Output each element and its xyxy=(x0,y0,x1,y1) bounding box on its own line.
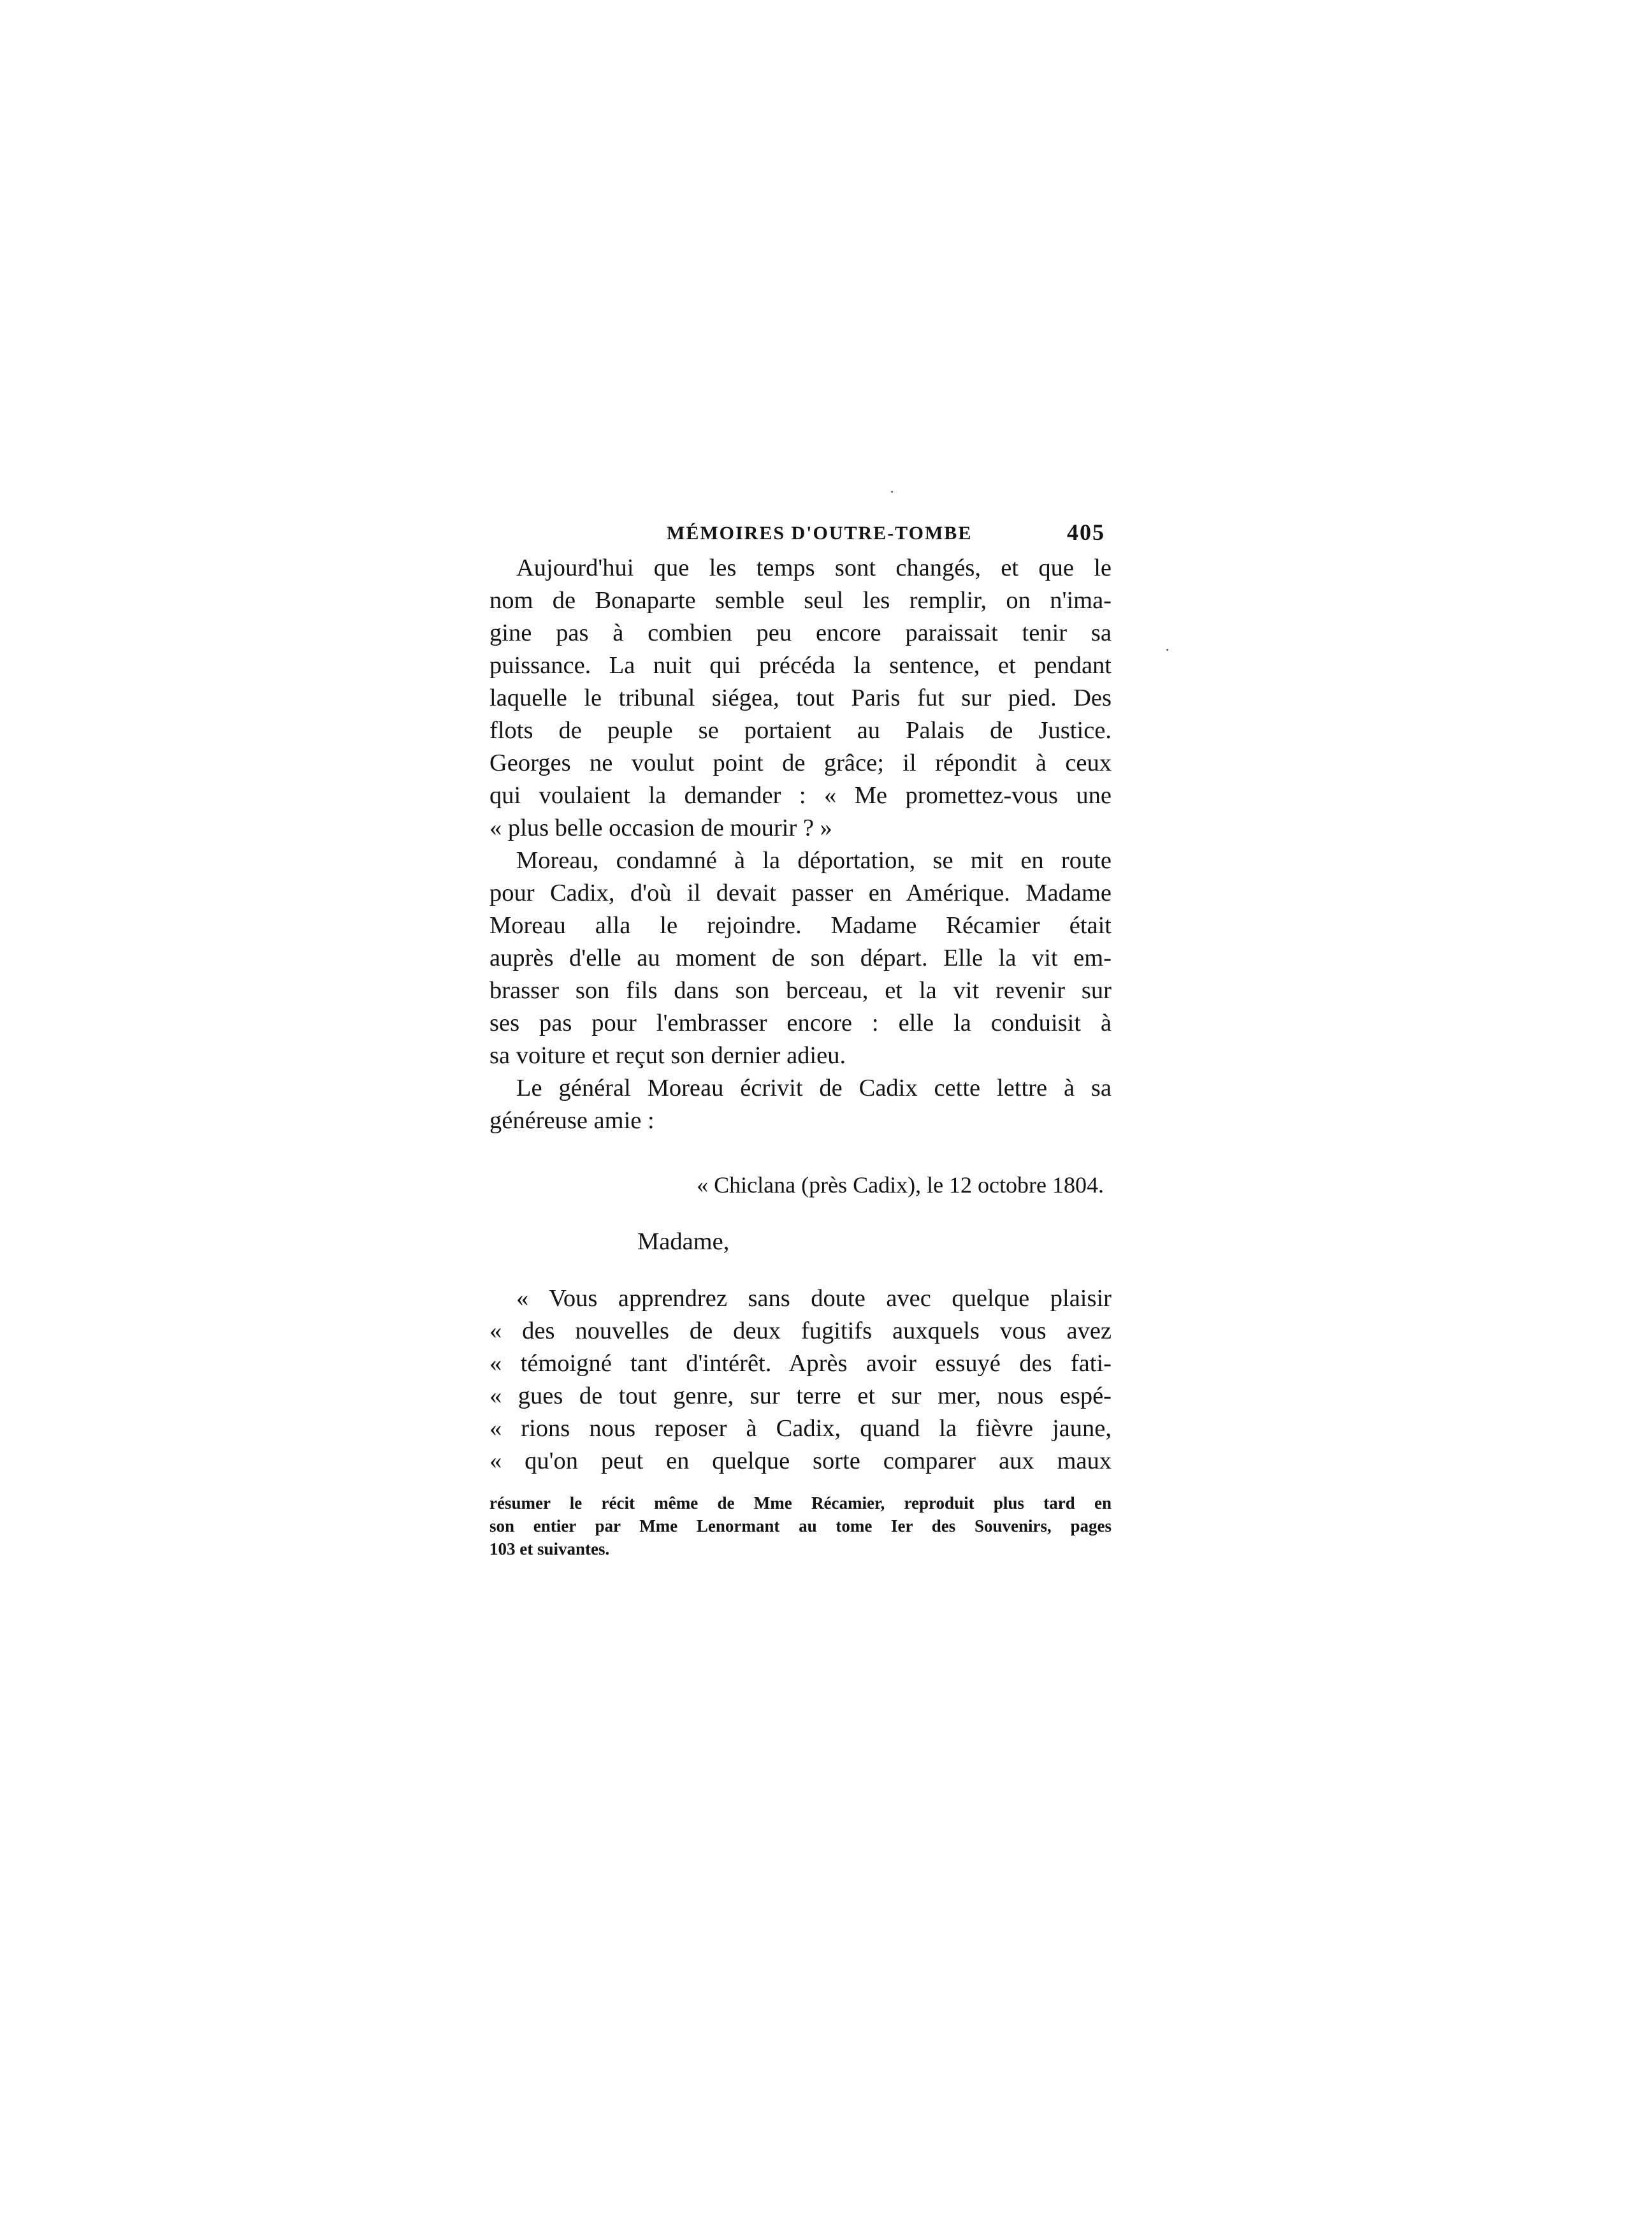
text-line: Moreau alla le rejoindre. Madame Récamier était xyxy=(489,912,1112,939)
paragraph-1 xyxy=(489,552,1112,845)
text-line: puissance. La nuit qui précéda la sentence, et pendant xyxy=(489,652,1112,679)
letter-line: « rions nous reposer à Cadix, quand la fièvre jaune, xyxy=(489,1415,1112,1442)
text-line: « plus belle occasion de mourir ? » xyxy=(489,815,832,841)
text-line: nom de Bonaparte semble seul les remplir, on n'ima- xyxy=(489,587,1112,614)
footnote-line: résumer le récit même de Mme Récamier, reproduit plus tard en xyxy=(489,1493,1112,1513)
text-line: auprès d'elle au moment de son départ. Elle la vit em- xyxy=(489,945,1112,971)
footnote-line: 103 et suivantes. xyxy=(489,1539,610,1558)
letter-salutation: Madame, xyxy=(637,1228,730,1255)
text-line: sa voiture et reçut son dernier adieu. xyxy=(489,1042,846,1069)
text-line: flots de peuple se portaient au Palais de Justice. xyxy=(489,717,1112,744)
text-line: ses pas pour l'embrasser encore : elle la conduisit à xyxy=(489,1010,1112,1036)
text-line: qui voulaient la demander : « Me promettez-vous une xyxy=(489,782,1112,809)
footnote-line: son entier par Mme Lenormant au tome Ier des Souvenirs, pages xyxy=(489,1516,1112,1535)
footnote xyxy=(489,1492,1112,1560)
text-line: Aujourd'hui que les temps sont changés, et que le xyxy=(516,555,1112,581)
letter-line: « Vous apprendrez sans doute avec quelque plaisir xyxy=(516,1285,1112,1312)
page-number: 405 xyxy=(1067,519,1105,545)
letter-body xyxy=(489,1282,1112,1477)
text-line: généreuse amie : xyxy=(489,1107,655,1134)
paragraph-3 xyxy=(489,1072,1112,1137)
letter-line: « des nouvelles de deux fugitifs auxquels vous avez xyxy=(489,1318,1112,1344)
text-line: laquelle le tribunal siégea, tout Paris fut sur pied. Des xyxy=(489,685,1112,711)
text-line: pour Cadix, d'où il devait passer en Amérique. Madame xyxy=(489,880,1112,906)
running-head xyxy=(489,519,1112,552)
letter-line: « gues de tout genre, sur terre et sur mer, nous espé- xyxy=(489,1383,1112,1409)
letter-dateline: « Chiclana (près Cadix), le 12 octobre 1804. xyxy=(697,1172,1104,1198)
running-title: MÉMOIRES D'OUTRE-TOMBE xyxy=(667,523,973,544)
text-line: gine pas à combien peu encore paraissait tenir sa xyxy=(489,620,1112,646)
text-line: Moreau, condamné à la déportation, se mit en route xyxy=(516,847,1112,874)
text-line: Le général Moreau écrivit de Cadix cette lettre à sa xyxy=(516,1075,1112,1101)
letter-line: « témoigné tant d'intérêt. Après avoir essuyé des fati- xyxy=(489,1350,1112,1377)
page-text-block xyxy=(489,519,1112,1560)
text-line: Georges ne voulut point de grâce; il répondit à ceux xyxy=(489,750,1112,776)
letter-line: « qu'on peut en quelque sorte comparer aux maux xyxy=(489,1448,1112,1474)
paragraph-2 xyxy=(489,845,1112,1072)
scan-speck xyxy=(891,491,893,493)
text-line: brasser son fils dans son berceau, et la vit revenir sur xyxy=(489,977,1112,1004)
scan-speck xyxy=(1166,649,1168,651)
